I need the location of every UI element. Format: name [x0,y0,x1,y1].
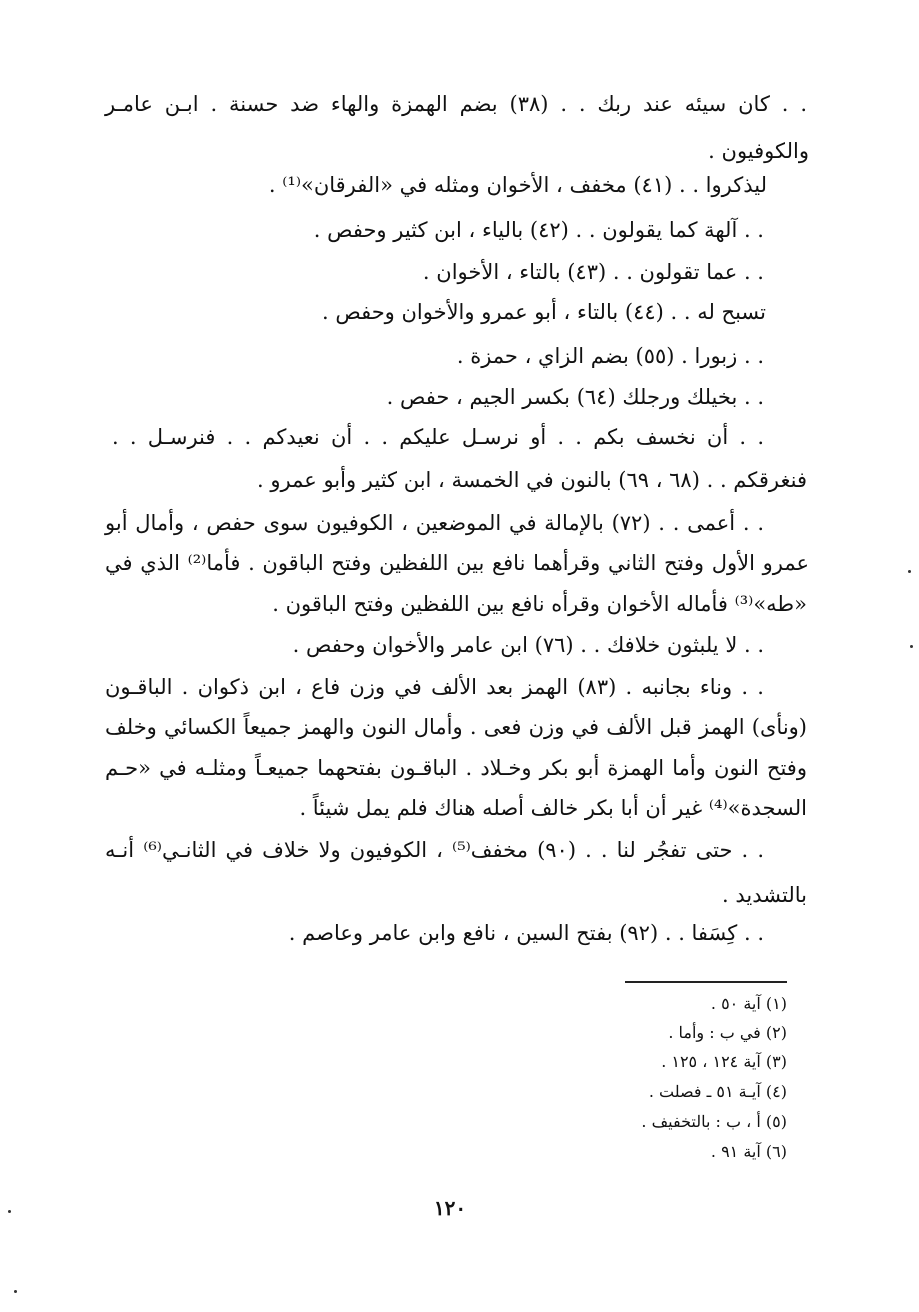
text-line-11: . . أعمى . . (٧٢) بالإمالة في الموضعين ، الكوفيون سوى حفص ، وأمال أبو [105,511,764,535]
text-line-6: تسبح له . . (٤٤) بالتاء ، أبو عمرو والأخوان وحفص . [322,300,766,324]
text-line-9: . . أن نخسف بكم . . أو نرسـل عليكم . . أن نعيدكم . . فنرسـل . . [112,425,764,449]
text-line-1: . . كان سيئه عند ربك . . (٣٨) بضم الهمزة والهاء ضد حسنة . ابـن عامـر [105,92,808,116]
text-line-4: . . آلهة كما يقولون . . (٤٢) بالياء ، ابن كثير وحفص . [313,218,764,242]
footnote-3: (٣) آية ١٢٤ ، ١٢٥ . [661,1052,787,1071]
scan-speck [14,1290,17,1293]
text-line-14: . . لا يلبثون خلافك . . (٧٦) ابن عامر والأخوان وحفص . [292,633,764,657]
text-line-7: . . زبورا . (٥٥) بضم الزاي ، حمزة . [456,344,764,368]
scan-speck [908,570,911,573]
text-line-19: . . حتى تفجُر لنا . . (٩٠) مخفف⁽⁵⁾ ، الكوفيون ولا خلاف في الثانـي⁽⁶⁾ أنـه [105,838,764,862]
text-line-3: ليذكروا . . (٤١) مخفف ، الأخوان ومثله في «الفرقان»⁽¹⁾ . [268,173,767,197]
scan-speck [910,645,913,648]
text-line-8: . . بخيلك ورجلك (٦٤) بكسر الجيم ، حفص . [386,385,764,409]
footnote-1: (١) آية ٥٠ . [710,994,787,1013]
footnote-separator [625,981,787,983]
text-line-13: «طه»⁽³⁾ فأماله الأخوان وقرأه نافع بين اللفظين وفتح الباقون . [272,592,807,616]
text-line-10: فنغرقكم . . (٦٨ ، ٦٩) بالنون في الخمسة ، ابن كثير وأبو عمرو . [257,468,807,492]
text-line-16: (ونأى) الهمز قبل الألف في وزن فعى . وأمال النون والهمز جميعاً الكسائي وخلف [105,715,807,739]
text-line-18: السجدة»⁽⁴⁾ غير أن أبا بكر خالف أصله هناك فلم يمل شيئاً . [299,796,807,820]
text-line-2: والكوفيون . [708,139,809,163]
page-number: ١٢٠ [433,1196,467,1220]
text-line-5: . . عما تقولون . . (٤٣) بالتاء ، الأخوان . [422,260,764,284]
text-line-17: وفتح النون وأما الهمزة أبو بكر وخـلاد . الباقـون بفتحهما جميعـاً ومثلـه في «حـم [105,756,807,780]
text-line-12: عمرو الأول وفتح الثاني وقرأهما نافع بين اللفظين وفتح الباقون . فأما⁽²⁾ الذي في [105,551,809,575]
footnote-4: (٤) آيـة ٥١ ـ فصلت . [648,1082,787,1101]
footnote-6: (٦) آية ٩١ . [710,1142,787,1161]
footnote-2: (٢) في ب : وأما . [668,1023,787,1042]
footnote-5: (٥) أ ، ب : بالتخفيف . [641,1112,787,1131]
text-line-21: . . كِسَفا . . (٩٢) بفتح السين ، نافع وابن عامر وعاصم . [288,921,764,945]
scan-speck [8,1210,11,1213]
text-line-20: بالتشديد . [722,883,807,907]
text-line-15: . . وناء بجانبه . (٨٣) الهمز بعد الألف في وزن فاع ، ابن ذكوان . الباقـون [105,675,764,699]
